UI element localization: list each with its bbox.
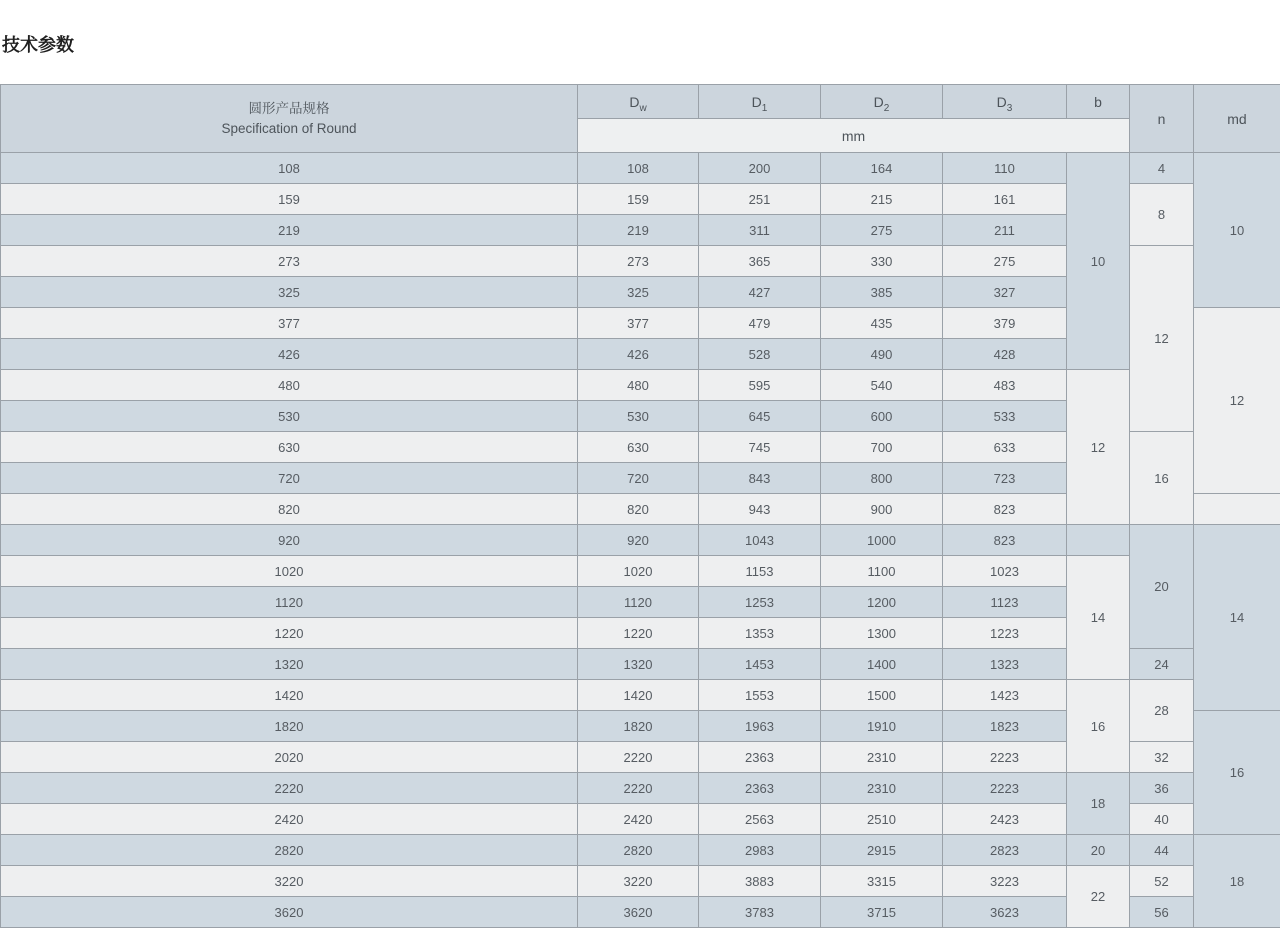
col-header-md: md xyxy=(1194,85,1280,153)
table-row xyxy=(1,370,1280,401)
spec-column-header-zh: 圆形产品规格 xyxy=(248,100,330,116)
d3-cell: 379 xyxy=(943,308,1067,339)
n-cell: 16 xyxy=(1130,432,1194,525)
dw-cell: 2220 xyxy=(578,742,699,773)
table-row xyxy=(1,835,1280,866)
spec-cell: 3220 xyxy=(1,866,578,897)
spec-column-header xyxy=(1,85,578,153)
spec-cell: 3620 xyxy=(1,897,578,928)
spec-cell: 1420 xyxy=(1,680,578,711)
d2-cell: 540 xyxy=(821,370,943,401)
dw-cell: 630 xyxy=(578,432,699,463)
d1-cell: 595 xyxy=(699,370,821,401)
dw-cell: 325 xyxy=(578,277,699,308)
d2-cell: 800 xyxy=(821,463,943,494)
spec-cell: 920 xyxy=(1,525,578,556)
b-cell: 14 xyxy=(1067,556,1130,680)
dw-cell: 720 xyxy=(578,463,699,494)
d3-cell: 823 xyxy=(943,525,1067,556)
d1-cell: 311 xyxy=(699,215,821,246)
d1-cell: 2363 xyxy=(699,773,821,804)
col-header-d3 xyxy=(943,85,1067,119)
d1-cell: 1153 xyxy=(699,556,821,587)
d1-cell: 843 xyxy=(699,463,821,494)
d3-cell: 428 xyxy=(943,339,1067,370)
spec-cell: 2020 xyxy=(1,742,578,773)
d1-cell: 1963 xyxy=(699,711,821,742)
d3-cell: 1023 xyxy=(943,556,1067,587)
md-cell: 10 xyxy=(1194,153,1280,308)
table-row xyxy=(1,153,1280,184)
header-row-main xyxy=(1,85,1280,119)
spec-cell: 377 xyxy=(1,308,578,339)
md-cell xyxy=(1194,494,1280,525)
col-header-dw-sub: w xyxy=(639,102,647,114)
md-cell: 18 xyxy=(1194,835,1280,928)
dw-cell: 1820 xyxy=(578,711,699,742)
d2-cell: 385 xyxy=(821,277,943,308)
d1-cell: 1453 xyxy=(699,649,821,680)
d3-cell: 533 xyxy=(943,401,1067,432)
table-row xyxy=(1,680,1280,711)
d2-cell: 1000 xyxy=(821,525,943,556)
d2-cell: 1400 xyxy=(821,649,943,680)
dw-cell: 159 xyxy=(578,184,699,215)
b-cell: 10 xyxy=(1067,153,1130,370)
d2-cell: 490 xyxy=(821,339,943,370)
col-header-d1 xyxy=(699,85,821,119)
d2-cell: 600 xyxy=(821,401,943,432)
n-cell: 12 xyxy=(1130,246,1194,432)
d1-cell: 1043 xyxy=(699,525,821,556)
d3-cell: 1423 xyxy=(943,680,1067,711)
d1-cell: 2563 xyxy=(699,804,821,835)
d1-cell: 528 xyxy=(699,339,821,370)
spec-cell: 273 xyxy=(1,246,578,277)
dw-cell: 1020 xyxy=(578,556,699,587)
dw-cell: 2420 xyxy=(578,804,699,835)
d2-cell: 275 xyxy=(821,215,943,246)
table-row xyxy=(1,556,1280,587)
spec-column-header-en: Specification of Round xyxy=(221,120,357,136)
spec-cell: 1020 xyxy=(1,556,578,587)
dw-cell: 1420 xyxy=(578,680,699,711)
n-cell: 20 xyxy=(1130,525,1194,649)
d2-cell: 900 xyxy=(821,494,943,525)
n-cell: 4 xyxy=(1130,153,1194,184)
n-cell: 28 xyxy=(1130,680,1194,742)
b-cell: 18 xyxy=(1067,773,1130,835)
dw-cell: 273 xyxy=(578,246,699,277)
d3-cell: 723 xyxy=(943,463,1067,494)
d3-cell: 161 xyxy=(943,184,1067,215)
dw-cell: 920 xyxy=(578,525,699,556)
col-header-n: n xyxy=(1130,85,1194,153)
spec-cell: 820 xyxy=(1,494,578,525)
md-cell: 12 xyxy=(1194,308,1280,494)
d3-cell: 211 xyxy=(943,215,1067,246)
table-row xyxy=(1,525,1280,556)
d2-cell: 700 xyxy=(821,432,943,463)
d3-cell: 1123 xyxy=(943,587,1067,618)
d3-cell: 327 xyxy=(943,277,1067,308)
d3-cell: 275 xyxy=(943,246,1067,277)
d3-cell: 110 xyxy=(943,153,1067,184)
dw-cell: 108 xyxy=(578,153,699,184)
d1-cell: 3783 xyxy=(699,897,821,928)
dw-cell: 3620 xyxy=(578,897,699,928)
spec-cell: 219 xyxy=(1,215,578,246)
table-row xyxy=(1,773,1280,804)
n-cell: 56 xyxy=(1130,897,1194,928)
d3-cell: 2223 xyxy=(943,742,1067,773)
dw-cell: 377 xyxy=(578,308,699,339)
col-header-d2-sub: 2 xyxy=(883,102,890,114)
dw-cell: 530 xyxy=(578,401,699,432)
page-title: 技术参数 xyxy=(2,35,74,55)
d1-cell: 2983 xyxy=(699,835,821,866)
spec-cell: 1120 xyxy=(1,587,578,618)
md-cell: 14 xyxy=(1194,525,1280,711)
d1-cell: 1553 xyxy=(699,680,821,711)
col-header-d2-base: D xyxy=(873,93,884,110)
col-header-d1-sub: 1 xyxy=(761,102,768,114)
n-cell: 36 xyxy=(1130,773,1194,804)
d3-cell: 823 xyxy=(943,494,1067,525)
d3-cell: 633 xyxy=(943,432,1067,463)
spec-cell: 530 xyxy=(1,401,578,432)
spec-cell: 720 xyxy=(1,463,578,494)
d2-cell: 1100 xyxy=(821,556,943,587)
spec-cell: 1220 xyxy=(1,618,578,649)
dw-cell: 1120 xyxy=(578,587,699,618)
spec-cell: 159 xyxy=(1,184,578,215)
d3-cell: 2223 xyxy=(943,773,1067,804)
d3-cell: 3623 xyxy=(943,897,1067,928)
n-cell: 52 xyxy=(1130,866,1194,897)
n-cell: 32 xyxy=(1130,742,1194,773)
spec-cell: 2420 xyxy=(1,804,578,835)
d1-cell: 427 xyxy=(699,277,821,308)
d1-cell: 2363 xyxy=(699,742,821,773)
dw-cell: 2220 xyxy=(578,773,699,804)
md-cell: 16 xyxy=(1194,711,1280,835)
d2-cell: 215 xyxy=(821,184,943,215)
n-cell: 40 xyxy=(1130,804,1194,835)
col-header-d3-sub: 3 xyxy=(1006,102,1013,114)
d2-cell: 2310 xyxy=(821,773,943,804)
d1-cell: 645 xyxy=(699,401,821,432)
d1-cell: 251 xyxy=(699,184,821,215)
d2-cell: 1500 xyxy=(821,680,943,711)
col-header-dw xyxy=(578,85,699,119)
dw-cell: 426 xyxy=(578,339,699,370)
col-header-dw-base: D xyxy=(629,93,640,110)
d1-cell: 479 xyxy=(699,308,821,339)
col-header-d3-base: D xyxy=(996,93,1007,110)
b-cell: 22 xyxy=(1067,866,1130,928)
b-cell: 16 xyxy=(1067,680,1130,773)
d1-cell: 365 xyxy=(699,246,821,277)
spec-cell: 480 xyxy=(1,370,578,401)
d3-cell: 3223 xyxy=(943,866,1067,897)
n-cell: 24 xyxy=(1130,649,1194,680)
d2-cell: 330 xyxy=(821,246,943,277)
d1-cell: 200 xyxy=(699,153,821,184)
spec-cell: 325 xyxy=(1,277,578,308)
n-cell: 44 xyxy=(1130,835,1194,866)
spec-cell: 1320 xyxy=(1,649,578,680)
b-cell xyxy=(1067,525,1130,556)
technical-parameters-table xyxy=(0,84,1280,928)
n-cell: 8 xyxy=(1130,184,1194,246)
dw-cell: 480 xyxy=(578,370,699,401)
d2-cell: 164 xyxy=(821,153,943,184)
spec-cell: 630 xyxy=(1,432,578,463)
spec-cell: 2820 xyxy=(1,835,578,866)
table-header xyxy=(1,85,1280,153)
dw-cell: 3220 xyxy=(578,866,699,897)
d1-cell: 943 xyxy=(699,494,821,525)
d3-cell: 1823 xyxy=(943,711,1067,742)
d2-cell: 2310 xyxy=(821,742,943,773)
dw-cell: 1320 xyxy=(578,649,699,680)
d2-cell: 3715 xyxy=(821,897,943,928)
d2-cell: 2510 xyxy=(821,804,943,835)
d3-cell: 483 xyxy=(943,370,1067,401)
d3-cell: 2823 xyxy=(943,835,1067,866)
d2-cell: 3315 xyxy=(821,866,943,897)
d1-cell: 1253 xyxy=(699,587,821,618)
d1-cell: 745 xyxy=(699,432,821,463)
dw-cell: 820 xyxy=(578,494,699,525)
d2-cell: 1200 xyxy=(821,587,943,618)
dw-cell: 2820 xyxy=(578,835,699,866)
d3-cell: 1323 xyxy=(943,649,1067,680)
dw-cell: 219 xyxy=(578,215,699,246)
d1-cell: 3883 xyxy=(699,866,821,897)
d2-cell: 1910 xyxy=(821,711,943,742)
col-header-d2 xyxy=(821,85,943,119)
spec-cell: 426 xyxy=(1,339,578,370)
spec-cell: 2220 xyxy=(1,773,578,804)
dw-cell: 1220 xyxy=(578,618,699,649)
col-header-b: b xyxy=(1067,85,1130,119)
b-cell: 12 xyxy=(1067,370,1130,525)
table-body xyxy=(1,153,1280,928)
col-header-d1-base: D xyxy=(751,93,762,110)
unit-header-cell: mm xyxy=(578,119,1130,153)
d2-cell: 1300 xyxy=(821,618,943,649)
d3-cell: 1223 xyxy=(943,618,1067,649)
d2-cell: 435 xyxy=(821,308,943,339)
d1-cell: 1353 xyxy=(699,618,821,649)
b-cell: 20 xyxy=(1067,835,1130,866)
spec-cell: 1820 xyxy=(1,711,578,742)
spec-cell: 108 xyxy=(1,153,578,184)
d2-cell: 2915 xyxy=(821,835,943,866)
d3-cell: 2423 xyxy=(943,804,1067,835)
table-row xyxy=(1,866,1280,897)
